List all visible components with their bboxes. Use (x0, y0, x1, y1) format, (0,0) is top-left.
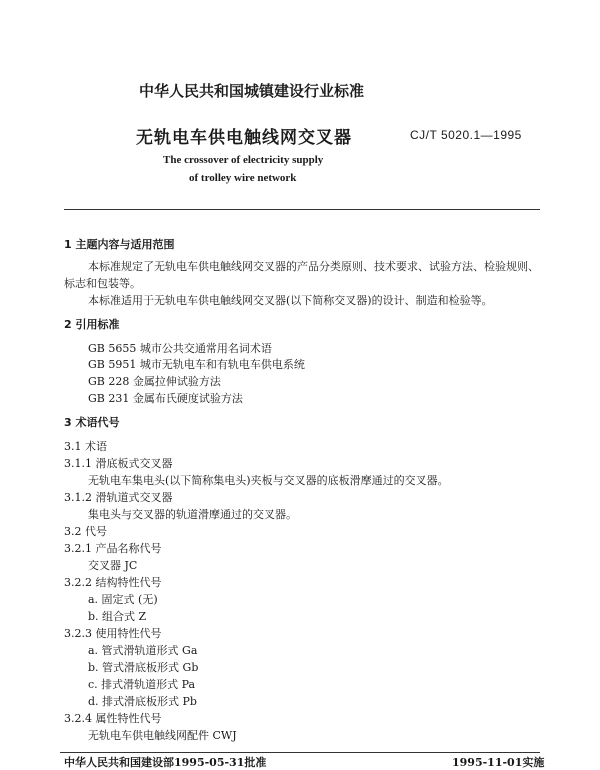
section-1-heading: 1 主题内容与适用范围 (64, 238, 175, 251)
clause-3-2: 3.2 代号 (64, 525, 107, 538)
clause-3-1-2: 3.1.2 滑轨道式交叉器 (64, 491, 173, 504)
clause-3-1-2-text: 集电头与交叉器的轨道滑摩通过的交叉器。 (88, 508, 297, 521)
section-1-para-2: 本标准适用于无轨电车供电触线网交叉器(以下简称交叉器)的设计、制造和检验等。 (88, 294, 493, 307)
footer-divider (60, 752, 540, 753)
product-name-code: 交叉器 JC (88, 559, 138, 572)
standard-category: 中华人民共和国城镇建设行业标准 (139, 82, 365, 100)
reference-item: GB 5951 城市无轨电车和有轨电车供电系统 (88, 358, 305, 371)
section-2-heading: 2 引用标准 (64, 318, 120, 331)
structure-code-item: b. 组合式 Z (88, 610, 147, 623)
clause-3-1-1: 3.1.1 滑底板式交叉器 (64, 457, 173, 470)
clause-3-1-1-text: 无轨电车集电头(以下简称集电头)夹板与交叉器的底板滑摩通过的交叉器。 (88, 474, 449, 487)
clause-3-2-2: 3.2.2 结构特性代号 (64, 576, 162, 589)
clause-3-2-1: 3.2.1 产品名称代号 (64, 542, 162, 555)
clause-3-2-4: 3.2.4 属性特性代号 (64, 712, 162, 725)
usage-code-item: c. 排式滑轨道形式 Pa (88, 678, 196, 691)
reference-item: GB 231 金属布氏硬度试验方法 (88, 392, 243, 405)
header-divider (64, 209, 540, 210)
standard-code: CJ/T 5020.1—1995 (410, 128, 522, 142)
reference-item: GB 228 金属拉伸试验方法 (88, 375, 221, 388)
usage-code-item: d. 排式滑底板形式 Pb (88, 695, 197, 708)
clause-3-2-3: 3.2.3 使用特性代号 (64, 627, 162, 640)
structure-code-item: a. 固定式 (无) (88, 593, 158, 606)
reference-item: GB 5655 城市公共交通常用名词术语 (88, 342, 272, 355)
section-1-para-1: 本标准规定了无轨电车供电触线网交叉器的产品分类原则、技术要求、试验方法、检验规则、标志和包装等。 (64, 260, 539, 290)
usage-code-item: a. 管式滑轨道形式 Ga (88, 644, 198, 657)
section-3-heading: 3 术语代号 (64, 416, 120, 429)
usage-code-item: b. 管式滑底板形式 Gb (88, 661, 199, 674)
english-title-line-2: of trolley wire network (189, 172, 297, 184)
attribute-code: 无轨电车供电触线网配件 CWJ (88, 729, 237, 742)
english-title-line-1: The crossover of electricity supply (163, 154, 324, 166)
clause-3-1: 3.1 术语 (64, 440, 107, 453)
document-title: 无轨电车供电触线网交叉器 (136, 128, 352, 148)
footer-implementation: 1995-11-01实施 (452, 756, 545, 769)
footer-approval: 中华人民共和国建设部1995-05-31批准 (64, 756, 267, 769)
